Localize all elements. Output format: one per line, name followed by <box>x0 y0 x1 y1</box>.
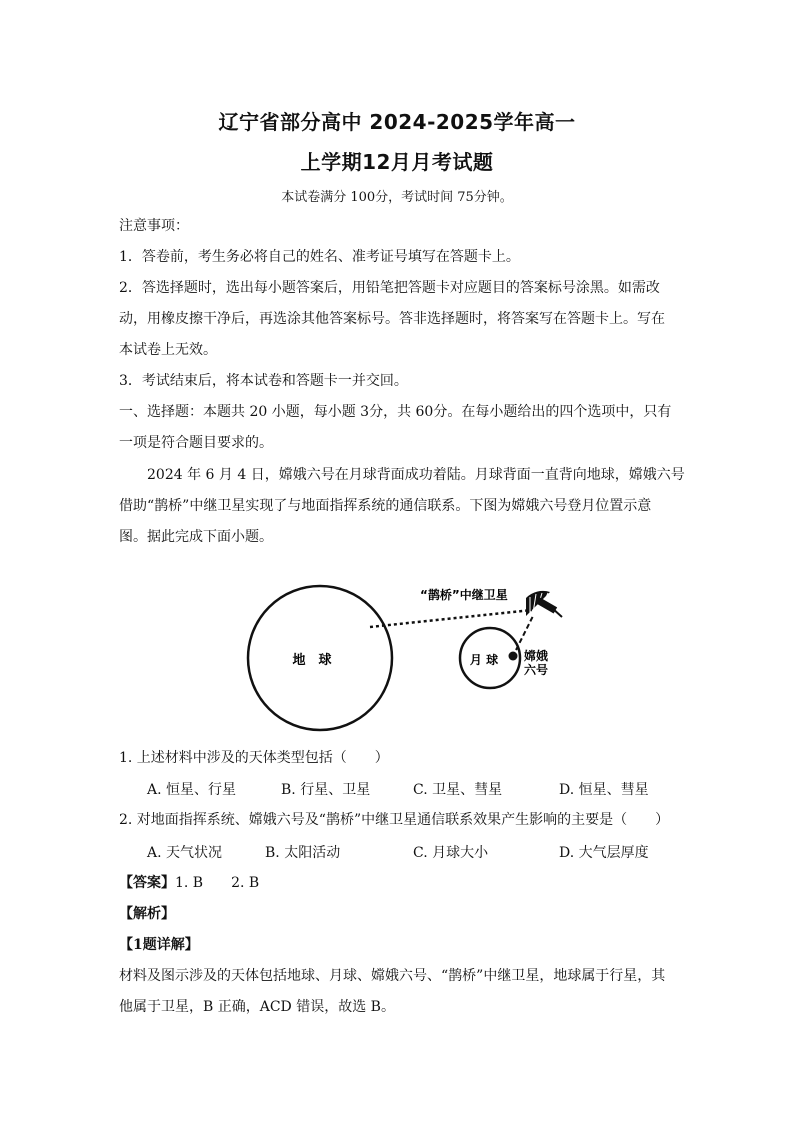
section-heading-line-2: 一项是符合题目要求的。 <box>119 435 273 451</box>
change6-lander-dot <box>509 652 518 661</box>
detail-1-label: 【1题详解】 <box>119 937 199 953</box>
question-2-option-d: D. 大气层厚度 <box>559 845 649 861</box>
question-2-stem: 2. 对地面指挥系统、嫦娥六号及“鹊桥”中继卫星通信联系效果产生影响的主要是（ ） <box>119 812 670 828</box>
question-1-option-a: A. 恒星、行星 <box>147 782 237 798</box>
change6-label-line-1: 嫦娥 <box>524 649 549 663</box>
question-2-option-b: B. 太阳活动 <box>265 845 341 861</box>
material-line-1: 2024 年 6 月 4 日，嫦娥六号在月球背面成功着陆。月球背面一直背向地球，嫦娥六号 <box>147 467 685 483</box>
question-1-option-d: D. 恒星、彗星 <box>559 782 649 798</box>
earth-relay-link <box>370 610 532 627</box>
earth-label: 地 球 <box>292 653 332 668</box>
question-2-option-c: C. 月球大小 <box>413 845 489 861</box>
moon-label: 月 球 <box>469 653 499 667</box>
analysis-label: 【解析】 <box>119 906 175 922</box>
lander-relay-link <box>516 616 533 650</box>
question-1-option-b: B. 行星、卫星 <box>281 782 371 798</box>
title-line-1: 辽宁省部分高中 2024-2025学年高一 <box>218 110 576 134</box>
notice-item-2-line-2: 动，用橡皮擦干净后，再选涂其他答案标号。答非选择题时，将答案写在答题卡上。写在 <box>119 311 665 327</box>
relay-satellite-label: “鹊桥”中继卫星 <box>420 588 508 602</box>
detail-1-line-1: 材料及图示涉及的天体包括地球、月球、嫦娥六号、“鹊桥”中继卫星，地球属于行星，其 <box>119 968 666 984</box>
answer-value: 1. B 2. B <box>175 875 260 891</box>
notice-item-1: 1．答卷前，考生务必将自己的姓名、准考证号填写在答题卡上。 <box>119 249 520 265</box>
material-line-2: 借助“鹊桥”中继卫星实现了与地面指挥系统的通信联系。下图为嫦娥六号登月位置示意 <box>119 498 652 514</box>
question-1-stem: 1. 上述材料中涉及的天体类型包括（ ） <box>119 750 389 766</box>
notice-item-2-line-1: 2．答选择题时，选出每小题答案后，用铅笔把答题卡对应题目的答案标号涂黑。如需改 <box>119 280 660 296</box>
answer-row <box>119 873 679 893</box>
section-heading-line-1: 一、选择题：本题共 20 小题，每小题 3分，共 60分。在每小题给出的四个选项中，只有 <box>119 404 672 420</box>
notice-item-2-line-3: 本试卷上无效。 <box>119 342 217 358</box>
detail-1-line-2: 他属于卫星，B 正确，ACD 错误，故选 B。 <box>119 999 395 1015</box>
material-line-3: 图。据此完成下面小题。 <box>119 529 273 545</box>
exam-info: 本试卷满分 100分，考试时间 75分钟。 <box>281 190 513 205</box>
question-2-option-a: A. 天气状况 <box>147 845 223 861</box>
answer-label: 【答案】 <box>119 875 175 891</box>
notice-heading: 注意事项： <box>119 218 189 234</box>
relay-satellite-icon <box>526 591 562 617</box>
notice-item-3: 3．考试结束后，将本试卷和答题卡一并交回。 <box>119 373 408 389</box>
question-1-option-c: C. 卫星、彗星 <box>413 782 503 798</box>
title-line-2: 上学期12月月考试题 <box>300 150 494 174</box>
change6-label-line-2: 六号 <box>524 663 549 677</box>
moon-landing-diagram <box>230 570 590 740</box>
